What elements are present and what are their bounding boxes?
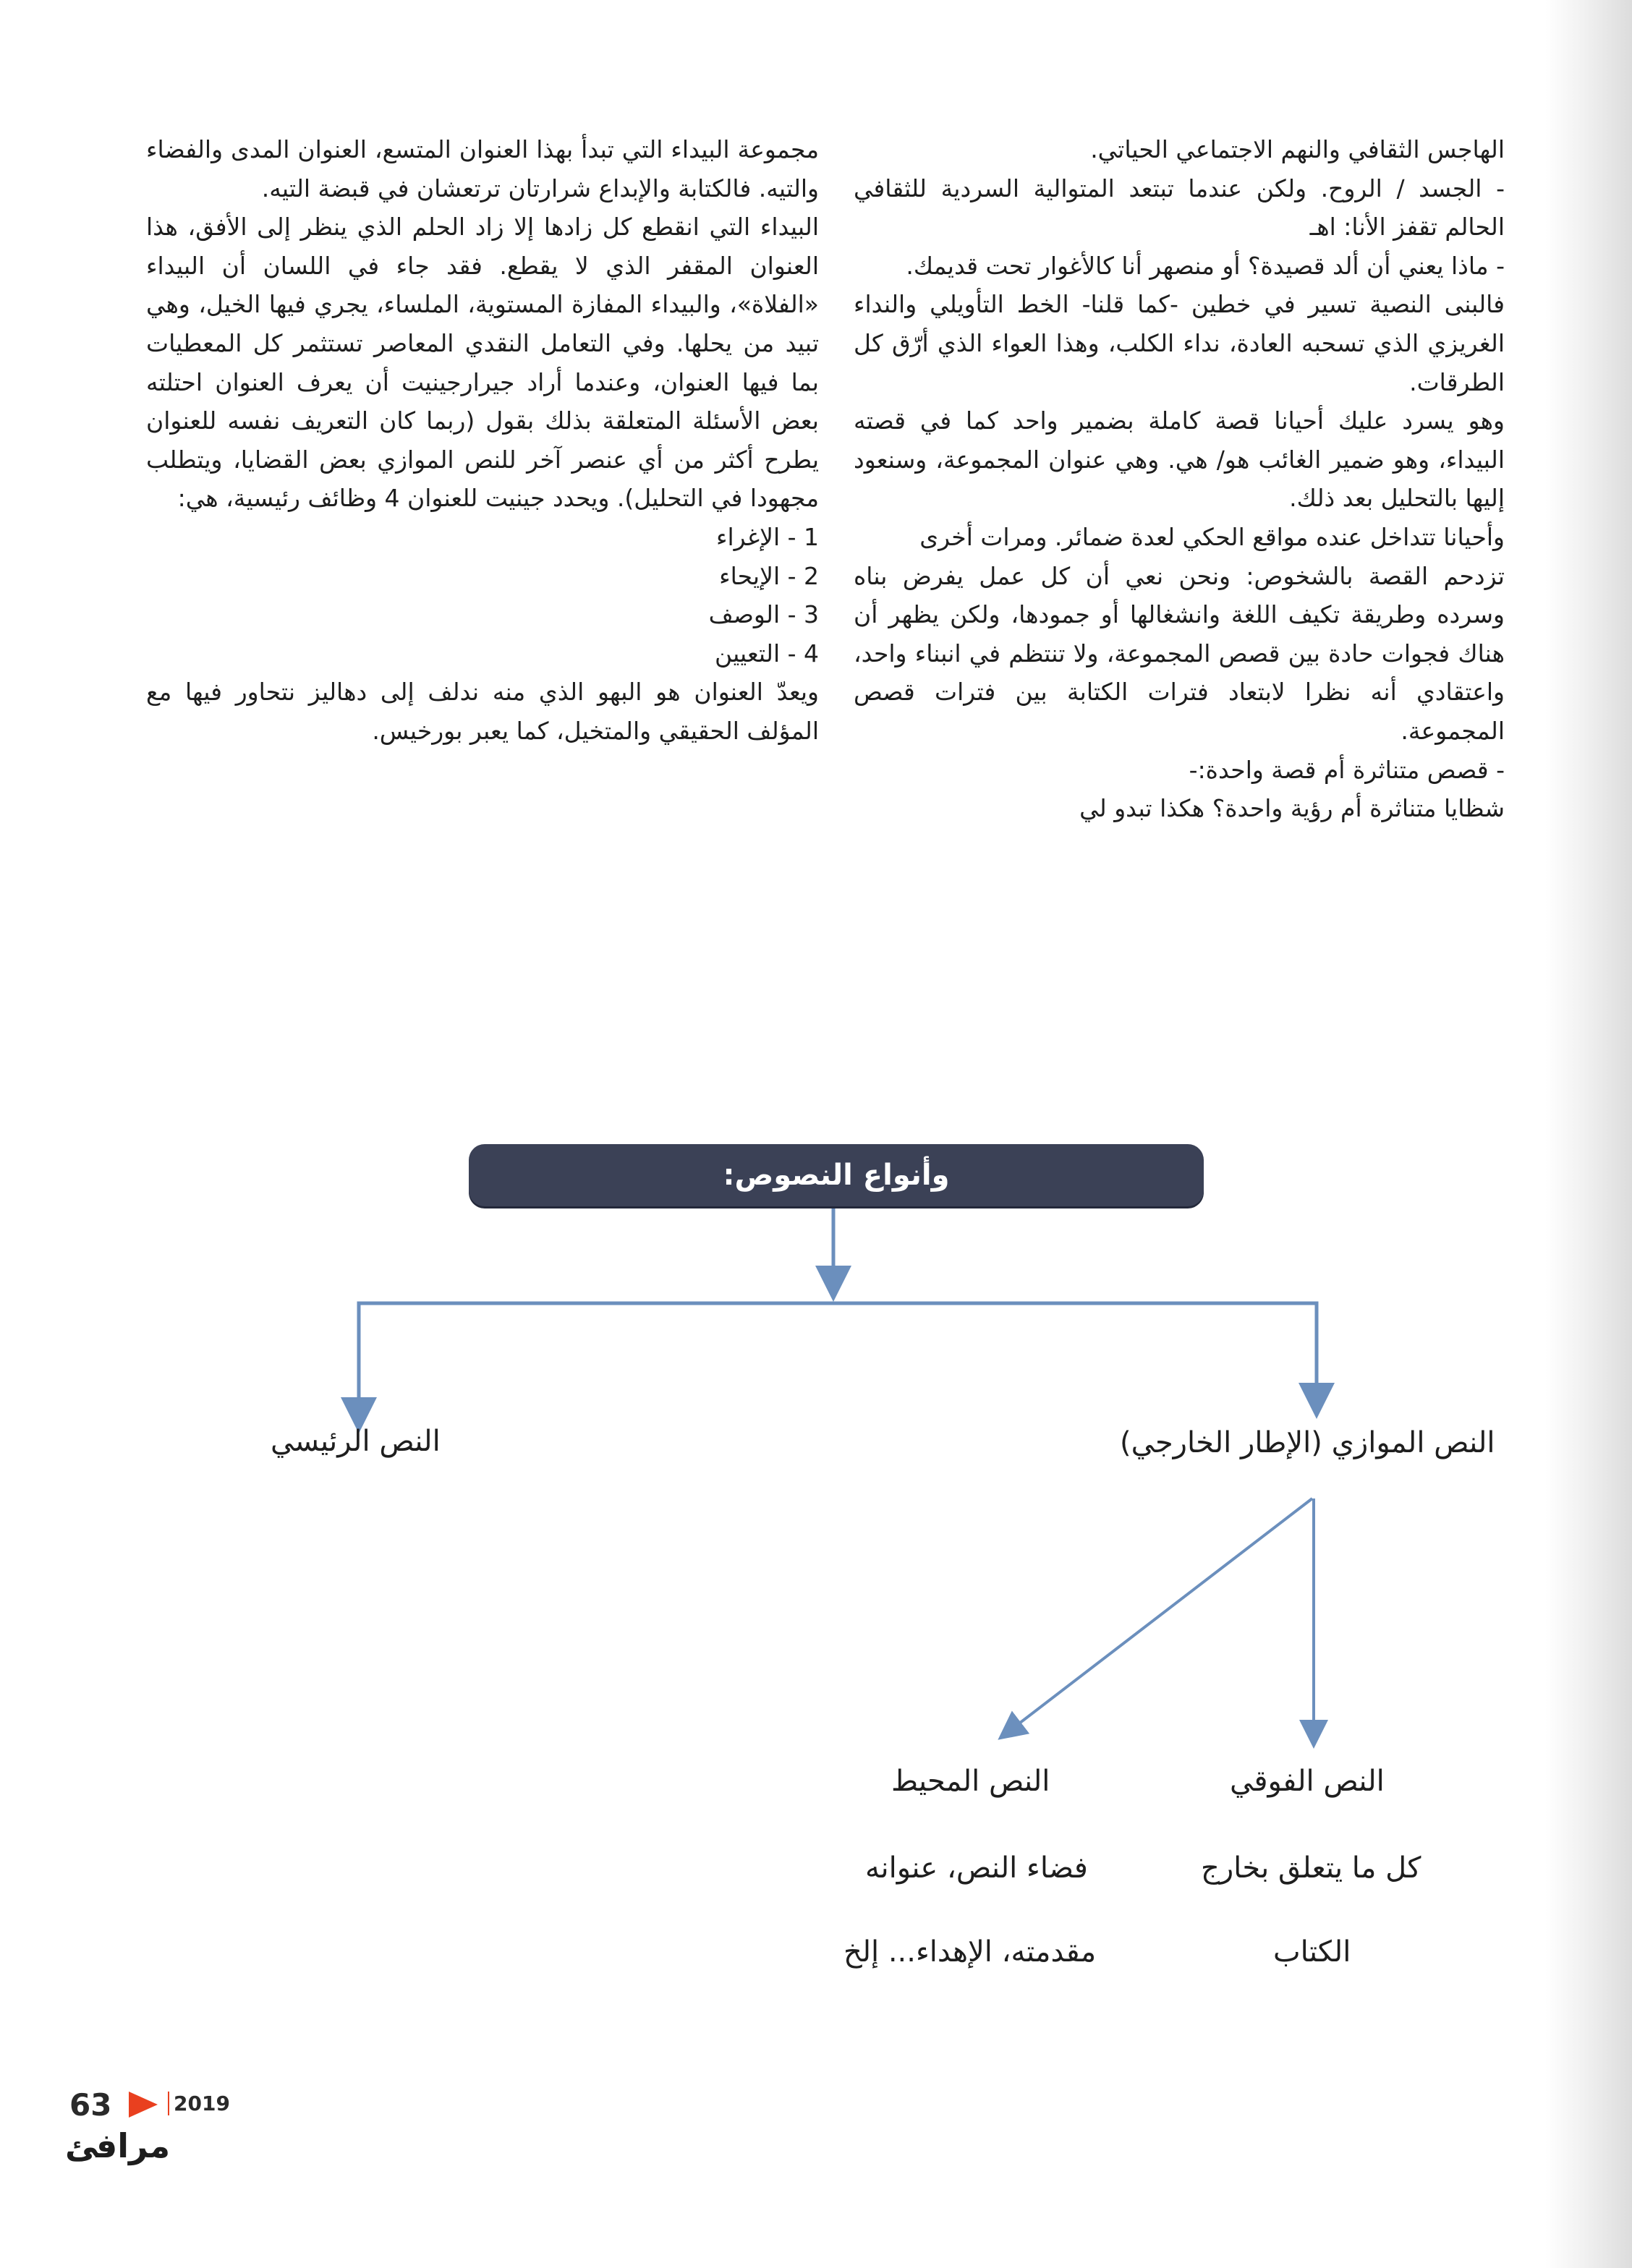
connector-to-peritext xyxy=(1007,1498,1312,1733)
paragraph: - الجسد / الروح. ولكن عندما تبتعد المتوالية السردية للثقافي الحالم تقفز الأنا: اهـ xyxy=(854,174,1505,242)
main-text-node: النص الرئيسي xyxy=(271,1425,441,1458)
paragraph: وأحيانا تتداخل عنده مواقع الحكي لعدة ضمائر. ومرات أخرى xyxy=(919,522,1505,551)
magazine-logo: مرافئ xyxy=(65,2126,171,2165)
connector-branch-bar xyxy=(359,1303,1317,1418)
diagram-title: وأنواع النصوص: xyxy=(723,1159,950,1192)
peritext-description-line2: مقدمته، الإهداء... إلخ xyxy=(843,1935,1097,1969)
paragraph: الهاجس الثقافي والنهم الاجتماعي الحياتي. xyxy=(1090,135,1505,163)
paragraph: البيداء التي انقطع كل زادها إلا زاد الحلم الذي ينظر إلى الأفق، هذا العنوان المقفر الذي لا يقطع. فقد جاء في اللسان أن البيداء «الفلاة»، والبيداء المفازة المستوية، الملساء، يجري فيها الخيل، وهي تبيد من يحلها. وفي التعامل النقدي المعاصر تستثمر كل المعطيات بما فيها العنوان، وعندما أراد جيرارجينيت أن يعرف العنوان احتلته بعض الأسئلة المتعلقة بذلك بقول (ربما كان التعريف نفسه للعنوان يطرح أكثر من أي عنصر آخر للنص الموازي بعض القضايا، ويتطلب مجهودا في التحليل). ويحدد جينيت للعنوان 4 وظائف رئيسية، هي: xyxy=(146,213,819,513)
epitext-description-line1: كل ما يتعلق بخارج xyxy=(1201,1851,1421,1885)
paragraph: وهو يسرد عليك أحيانا قصة كاملة بضمير واحد كما في قصته البيداء، وهو ضمير الغائب هو/ هي. وهي عنوان المجموعة، وسنعود إليها بالتحليل بعد ذلك. xyxy=(854,406,1505,513)
epitext-node: النص الفوقي xyxy=(1230,1765,1385,1798)
peritext-node: النص المحيط xyxy=(891,1765,1050,1798)
paragraph: مجموعة البيداء التي تبدأ بهذا العنوان المتسع، العنوان المدى والفضاء والتيه. فالكتابة والإبداع شرارتان ترتعشان في قبضة التيه. xyxy=(146,135,819,202)
list-item: 1 - الإغراء xyxy=(715,522,819,551)
list-item: 2 - الإيحاء xyxy=(719,561,819,590)
paragraph: فالبنى النصية تسير في خطين -كما قلنا- الخط التأويلي والنداء الغريزي الذي تسحبه العادة، نداء الكلب، وهذا العواء الذي أرّق كل الطرقات. xyxy=(854,290,1505,396)
paragraph: تزدحم القصة بالشخوص: ونحن نعي أن كل عمل يفرض بناه وسرده وطريقة تكيف اللغة وانشغالها أو جمودها، ولكن يظهر أن هناك فجوات حادة بين قصص المجموعة، ولا تنتظم في انبناء واحد، واعتقادي أنه نظرا لابتعاد فترات الكتابة بين فترات قصص المجموعة. xyxy=(854,561,1505,745)
epitext-description-line2: الكتاب xyxy=(1273,1935,1351,1969)
list-item: 4 - التعيين xyxy=(714,639,819,668)
page-number: 63 xyxy=(69,2087,112,2123)
paragraph: - ماذا يعني أن ألد قصيدة؟ أو منصهر أنا كالأغوار تحت قديمك. xyxy=(906,251,1505,280)
paragraph: - قصص متناثرة أم قصة واحدة:- xyxy=(1189,755,1505,784)
play-arrow-icon xyxy=(127,2090,159,2119)
issue-year: 2019 xyxy=(168,2092,230,2115)
diagram-title-box xyxy=(469,1144,1204,1206)
paragraph: شظايا متناثرة أم رؤية واحدة؟ هكذا تبدو لي xyxy=(1079,794,1505,823)
closing-paragraph: ويعدّ العنوان هو البهو الذي منه ندلف إلى دهاليز نتحاور فيها مع المؤلف الحقيقي والمتخيل، كما يعبر بورخيس. xyxy=(146,678,819,745)
peritext-description-line1: فضاء النص، عنوانه xyxy=(865,1851,1088,1885)
list-item: 3 - الوصف xyxy=(708,600,819,629)
paratext-node: النص الموازي (الإطار الخارجي) xyxy=(1120,1426,1495,1459)
